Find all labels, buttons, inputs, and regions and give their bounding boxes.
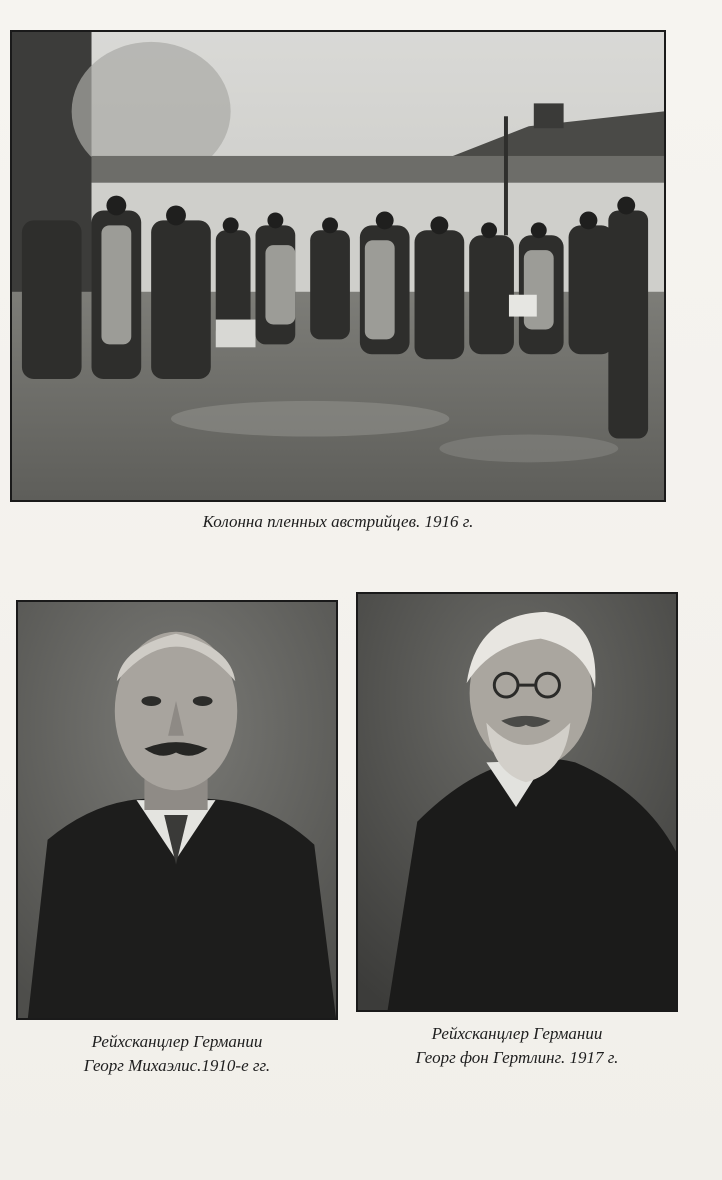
hertling-portrait-image [358, 594, 676, 1010]
prisoners-photo-caption [0, 510, 676, 534]
prisoners-column-photo [10, 30, 666, 502]
hertling-caption-line2: Георг фон Гертлинг. 1917 г. [415, 1048, 619, 1067]
michaelis-caption [16, 1030, 338, 1078]
prisoners-column-image [12, 32, 664, 500]
prisoners-caption-text: Колонна пленных австрийцев. 1916 г. [202, 512, 474, 531]
hertling-caption-line1: Рейхсканцлер Германии [431, 1024, 603, 1043]
michaelis-portrait-photo [16, 600, 338, 1020]
michaelis-caption-line1: Рейхсканцлер Германии [91, 1032, 263, 1051]
hertling-portrait-photo [356, 592, 678, 1012]
michaelis-caption-line2: Георг Михаэлис.1910-е гг. [83, 1056, 271, 1075]
hertling-caption [356, 1022, 678, 1070]
michaelis-portrait-image [18, 602, 336, 1018]
